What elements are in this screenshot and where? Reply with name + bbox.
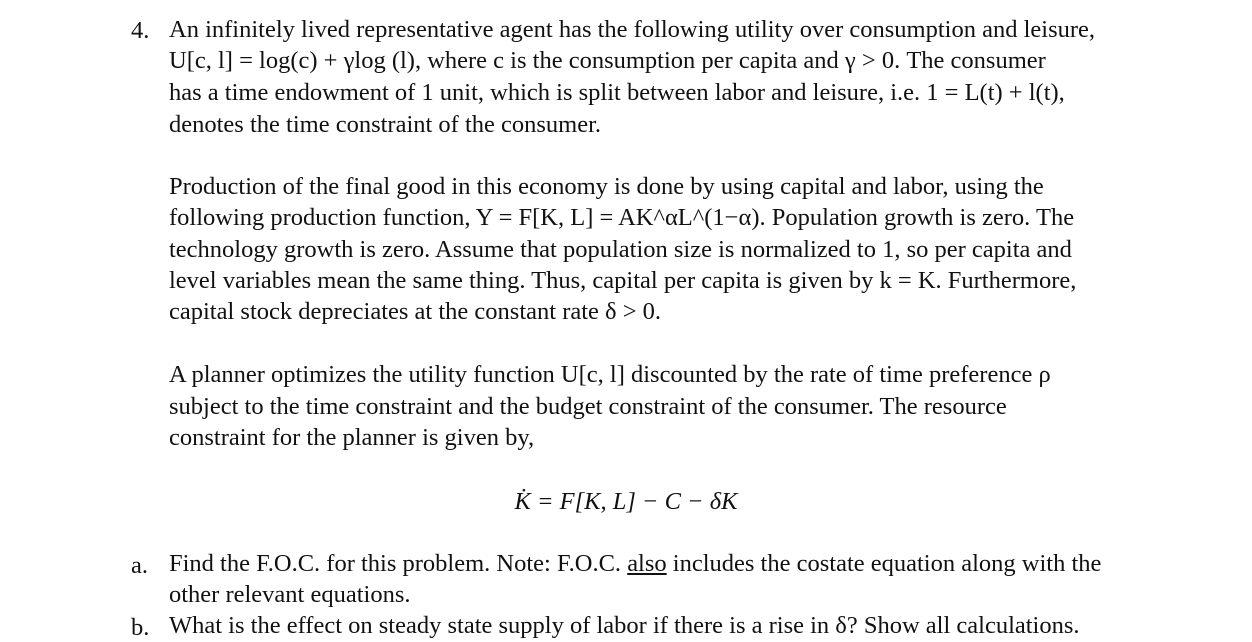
paragraph-2-line-4: level variables mean the same thing. Thus, capital per capita is given by k = K. Furthermore, [169,267,1077,294]
paragraph-3-line-1: A planner optimizes the utility function U[c, l] discounted by the rate of time preference ρ [169,361,1051,388]
part-b-label: b. [131,614,150,641]
resource-constraint-equation: K̇ = F[K, L] − C − δK [514,488,738,515]
paragraph-2-line-5: capital stock depreciates at the constant rate δ > 0. [169,298,662,325]
part-a-line-1 [169,552,1101,577]
part-a-line-1-text: Find the F.O.C. for this problem. Note: F.O.C. also includes the costate equation along with the [169,550,1102,577]
paragraph-1-line-1: An infinitely lived representative agent has the following utility over consumption and leisure, [169,16,1096,43]
problem-number: 4. [131,17,150,44]
paragraph-1-line-4: denotes the time constraint of the consumer. [169,111,602,138]
paragraph-2-line-3: technology growth is zero. Assume that population size is normalized to 1, so per capita and [169,236,1072,263]
paragraph-2-line-1: Production of the final good in this economy is done by using capital and labor, using the [169,173,1044,200]
paragraph-1-line-3: has a time endowment of 1 unit, which is split between labor and leisure, i.e. 1 = L(t) + l(t), [169,79,1065,106]
part-a-line-2: other relevant equations. [169,581,411,608]
part-b-line-1: What is the effect on steady state supply of labor if there is a rise in δ? Show all calculations. [169,612,1080,639]
emphasis-also: also [627,550,667,577]
paragraph-3-line-2: subject to the time constraint and the budget constraint of the consumer. The resource [169,393,1007,420]
part-a-label: a. [131,552,148,579]
paragraph-2-line-2: following production function, Y = F[K, L] = AK^αL^(1−α). Population growth is zero. The [169,204,1075,231]
paragraph-3-line-3: constraint for the planner is given by, [169,424,535,451]
paragraph-1-line-2: U[c, l] = log(c) + γlog (l), where c is the consumption per capita and γ > 0. The consumer [169,47,1046,74]
